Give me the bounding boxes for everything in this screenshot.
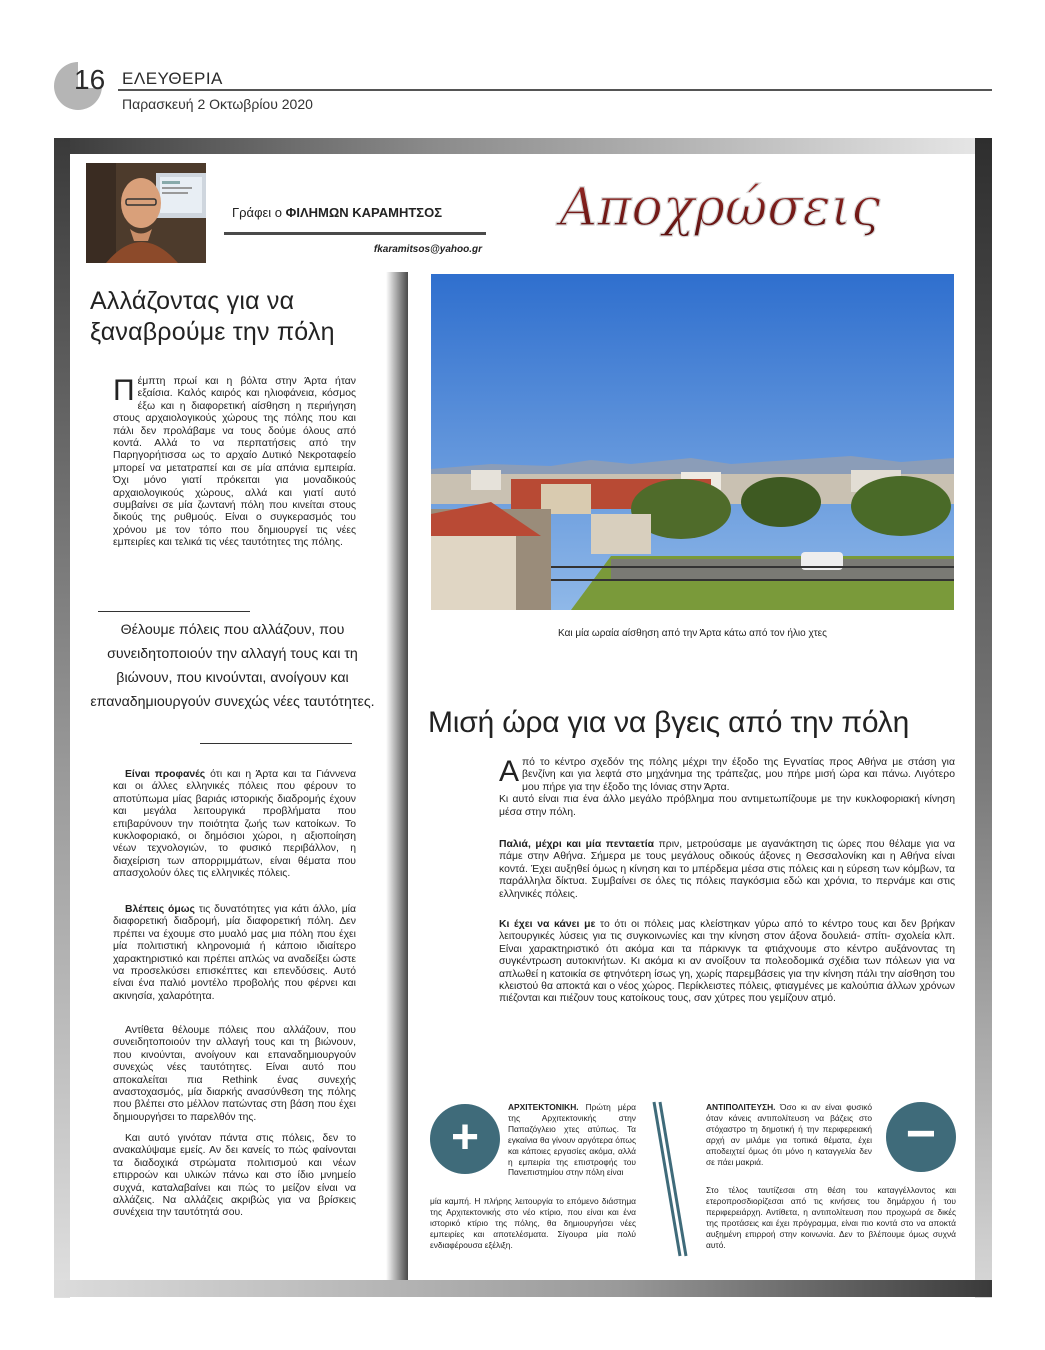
dropcap: Π — [113, 374, 135, 407]
article-1-paragraph-4 — [113, 1025, 356, 1124]
article-2-paragraph-3 — [499, 919, 955, 1006]
pros-text-bottom: μία καμπή. Η πλήρης λειτουργία το επόμενο διάστημα της Αρχιτεκτονικής στο νέο κτίριο, που είναι και ένα ιστορικό κτίριο της πόλης, θα δημιουργήσει νέες εμπειρίες και αποτελέσματα. Σίγουρα μία πολύ ενδιαφέρουσα εξέλιξη. — [430, 1196, 636, 1250]
byline — [232, 205, 442, 220]
pullquote-rule-top — [98, 611, 250, 612]
pros-text-top — [508, 1102, 636, 1178]
slash-divider — [650, 1100, 690, 1258]
dropcap: Α — [499, 755, 520, 788]
article-1-text-1: έμπτη πρωί και η βόλτα στην Άρτα ήταν εξαίσια. Καλός καιρός και ηλιοφάνεια, κόσμος έξω και η διαφορετική αίσθηση η περιήγηση στους αρχαιολογικούς χώρους της πόλης που και πάλι δεν προλάβαμε να τους δούμε όλους από κοντά. Αλλά το να περπατήσεις από την Παρηγορήτισσα ως το αρχαίο Δυτικό Νεκροταφείο μπορεί να μετατραπεί και σε μία απάνια εμπειρία. Όχι μόνο γιατί πρόκειται για μοναδικούς αρχαιολογικούς χώρους, αλλά και γιατί αυτό συμβαίνει σε μία ζωντανή πόλη που κινείται στους δικούς της ρυθμούς. Είναι ο συγκερασμός του χρόνου με τον τόπο που δημιουργεί τις νέες εμπειρίες και τελικά τις νέες ταυτότητες της πόλης. — [113, 376, 356, 549]
article-2-text-1b: Κι αυτό είναι πια ένα άλλο μεγάλο πρόβλημα που αντιμετωπίζουμε με την κυκλοφοριακή κίνηση μέσα στην πόλη. — [499, 794, 955, 818]
newspaper-name: ΕΛΕΥΘΕΡΙΑ — [122, 69, 223, 88]
author-photo — [86, 163, 206, 263]
author-name: ΦΙΛΗΜΩΝ ΚΑΡΑΜΗΤΣΟΣ — [285, 205, 442, 220]
header-rule — [118, 89, 992, 91]
plus-symbol: + — [450, 1111, 480, 1164]
lead-in: Βλέπεις όμως — [125, 904, 195, 915]
cons-text-top — [706, 1102, 872, 1167]
lead-in: Παλιά, μέχρι και μία πενταετία — [499, 839, 655, 850]
plus-icon — [430, 1104, 500, 1174]
column-divider — [386, 272, 408, 1280]
byline-rule — [224, 232, 486, 235]
byline-prefix: Γράφει ο — [232, 205, 283, 220]
article-2-paragraph-1 — [499, 757, 955, 819]
photo-caption: Και μία ωραία αίσθηση από την Άρτα κάτω από τον ήλιο χτες — [558, 628, 827, 639]
article-2-text-1a: πό το κέντρο σχεδόν της πόλης μέχρι την έξοδο της Εγνατίας προς Αθήνα με στάση για βενζίνη και για λεφτά στο μηχάνημα της τράπεζας, μου πήρε μισή ώρα και πάνω. Λιγότερο μου πήρε για την έξοδο της Ιόνιας στην Άρτα. — [522, 757, 955, 793]
minus-symbol: − — [905, 1105, 937, 1163]
article-1-text-4: Αντίθετα θέλουμε πόλεις που αλλάζουν, που συνειδητοποιούν την αλλαγή τους και τη βιώνουν, που κινούνται, ανοίγουν και επαναδημιουργούν συνεχώς νέες ταυτότητες. Είναι αυτό που αποκαλείται πια Rethink ένας συνεχής αναστοχασμός, μία διαρκής ανασύνθεση της πόλης που βλέπει στο μέλλον πατώντας στη βάση που έχει δημιουργήσει το παρελθόν της. — [113, 1025, 356, 1123]
frame-bottom-bar — [54, 1280, 992, 1297]
cons-text-bottom: Στο τέλος ταυτίζεσαι στη θέση του καταγγέλλοντος και ετεροπροσδιορίζεσαι από τις κινήσεις του δημάρχου ή του περιφερειάρχη. Αντίθετα, η αντιπολίτευση που προχωρά σε δικές της προτάσεις και έχει πρόγραμμα, είναι πιο κοντά στο να αποκτά αυξημένη επιρροή στην κοινωνία. Δεν το βλέπουμε όμως συχνά αυτό. — [706, 1185, 956, 1250]
column-logo — [524, 170, 916, 250]
city-photo — [431, 274, 954, 610]
pros-body-top: Πρώτη μέρα της Αρχιτεκτονικής στην Παπαζόγλειο χτες ατύπως. Τα εγκαίνια θα γίνουν αργότερα όπως και κάποιες εργασίες ακόμα, αλλά η εμπειρία της επιστροφής του Πανεπιστημίου στην πόλη είναι — [508, 1102, 636, 1178]
article-2-paragraph-2 — [499, 839, 955, 901]
article-1-paragraph-2 — [113, 769, 356, 881]
page-number: 16 — [74, 64, 106, 95]
article-1-paragraph-5 — [113, 1133, 356, 1220]
pullquote-rule-bottom — [200, 743, 352, 744]
lead-in: Κι έχει να κάνει με — [499, 919, 596, 930]
pros-lead: ΑΡΧΙΤΕΚΤΟΝΙΚΗ. — [508, 1102, 579, 1112]
cons-body-top: Όσο κι αν είναι φυσικό όταν κάνεις αντιπολίτευση να βάζεις στο στόχαστρο τη δημοτική ή την περιφερειακή αρχή αν μιλάμε για τοπικά θέματα, έχει αποδειχτεί όμως ότι μόνο η καταγγελία δεν σε πάει μακριά. — [706, 1102, 872, 1167]
frame-top-bar — [54, 138, 992, 154]
pullquote: Θέλουμε πόλεις που αλλάζουν, που συνειδητοποιούν την αλλαγή τους και τη βιώνουν, που κινούνται, ανοίγουν και επαναδημιουργούν συνεχώς νέες ταυτότητες. — [90, 622, 375, 710]
minus-icon — [886, 1102, 956, 1172]
column-title: Αποχρώσεις — [559, 178, 881, 238]
article-1-paragraph-3 — [113, 904, 356, 1003]
issue-date: Παρασκευή 2 Οκτωβρίου 2020 — [122, 96, 313, 112]
article-2-text-3: το ότι οι πόλεις μας κλείστηκαν γύρω από το κέντρο τους και δεν βρήκαν λειτουργικές λύσεις για τις συγκοινωνίες και την κίνηση στον άξονα δουλειά- σπίτι- σχολεία κλπ. Είναι χαρακτηριστικό ότι ακόμα και τα πάρκινγκ τα φτιάχνουμε στο κέντρο αυξάνοντας τη συγκέντρωση αυτοκινήτων. Κι ακόμα κι αν ανοίξουν τα πολεοδομικά σχέδια των πόλεων για να απλωθεί η κατοικία σε φτηνότερη ίσως γη, χωρίς παρεμβάσεις για την κίνηση πάλι την αίσθηση του κλειστού θα αποκτά και ο νέος χώρος. Περίκλειστες πόλεις, φτιαγμένες με καλούπια άλλων χρόνων πιέζονται και πιέζουν τους κατοίκους τους, σαν χύτρες που γεμίζουν ατμό. — [499, 919, 955, 1005]
frame-left-bar — [54, 138, 70, 1298]
author-email[interactable]: fkaramitsos@yahoo.gr — [373, 244, 482, 255]
frame-right-bar — [975, 138, 992, 1298]
article-1-text-5: Και αυτό γινόταν πάντα στις πόλεις, δεν το ανακαλύψαμε εμείς. Αν δει κανείς το πώς φαίνονται τα διαδοχικά στρώματα πολιτισμού και νέων επιρροών και υλικών πάνω και στο ίδιο μνημείο συχνά, καταλαβαίνει και πώς το μείζον είναι να αλλάζεις. Να αλλάζεις ακριβώς για να βρίσκεις συνέχεια την ταυτότητά σου. — [113, 1133, 356, 1219]
lead-in: Είναι προφανές — [125, 769, 206, 780]
article-2-headline: Μισή ώρα για να βγεις από την πόλη — [428, 706, 910, 739]
article-2-text-2: πριν, μετρούσαμε με αγανάκτηση τις ώρες που θέλαμε για να πάμε στην Αθήνα. Σήμερα με τους μεγάλους οδικούς άξονες η Θεσσαλονίκη και η Αθήνα είναι κοντά. Έχει αυξηθεί όμως η κίνηση και το μπέρδεμα μέσα στις πόλεις και η εύρεση των κόμβων, τα παράλληλα δίκτυα. Συμβαίνει σε όλες τις πόλεις παγκόσμια εδώ και χρόνια, το περνάμε και στις ελληνικές πόλεις. — [499, 839, 955, 900]
article-1-text-3: τις δυνατότητες για κάτι άλλο, μία διαφορετική διαδρομή, μία διαφορετική πόλη. Δεν πρέπει να έχουμε στο μυαλό μας μια πόλη που έχει μία πολιτιστική κληρονομιά ή κάποιο ιδιαίτερο χαρακτηριστικό και πρέπει απλώς να αναδείξει ώστε να προσελκύσει επισκέπτες και επενδύσεις. Αυτό είναι ένα παλιό μοντέλο προβολής που φέρνει και ακινησία, χαλαρότητα. — [113, 904, 356, 1002]
article-1-text-2: ότι και η Άρτα και τα Γιάννενα και οι άλλες ελληνικές πόλεις που φέρουν το αποτύπωμα μίας βαριάς ιστορικής διαδρομής έχουν και μεγάλα λειτουργικά προβλήματα που επιβαρύνουν την ποιότητα ζωής των κατοίκων. Το κυκλοφοριακό, οι δημόσιοι χώροι, η αξιοποίηση νέων τεχνολογιών, το φυσικό περιβάλλον, η διαχείριση των απορριμμάτων, είναι θέματα που απασχολούν όλες τις ελληνικές πόλεις. — [113, 769, 356, 880]
cons-lead: ΑΝΤΙΠΟΛΙΤΕΥΣΗ. — [706, 1102, 776, 1112]
article-1-headline: Αλλάζοντας για να ξαναβρούμε την πόλη — [90, 287, 335, 346]
article-1-paragraph-1 — [113, 376, 356, 550]
